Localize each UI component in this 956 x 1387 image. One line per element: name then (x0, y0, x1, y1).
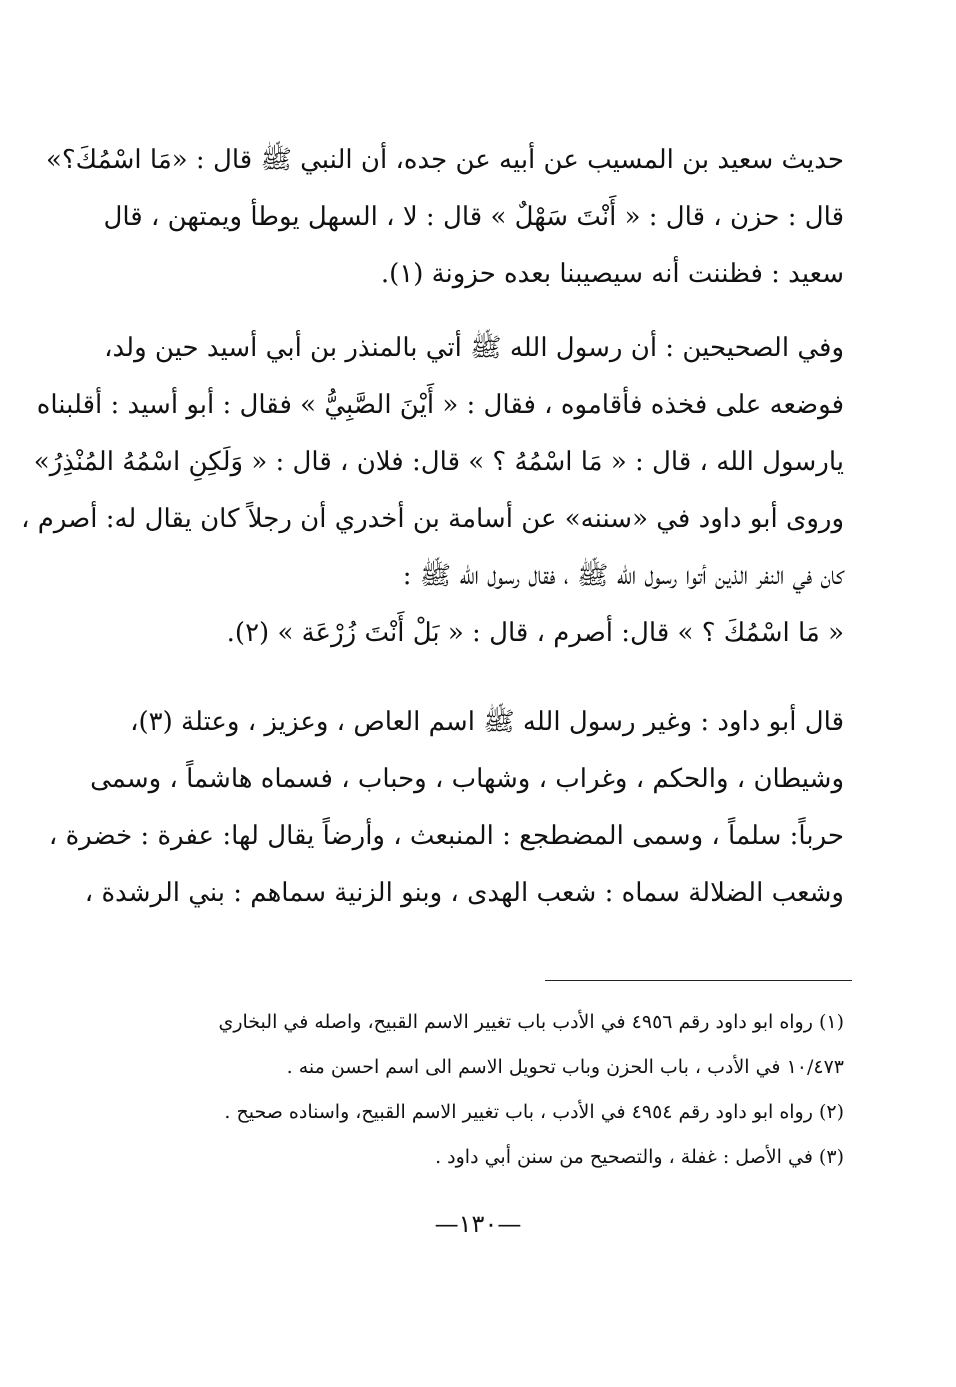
text-line: قال : حزن ، قال : « أَنْتَ سَهْلٌ » قال : لا ، السهل يوطأ ويمتهن ، قال (103, 202, 844, 232)
text-line: وفي الصحيحين : أن رسول الله ﷺ أتي بالمنذر بن أبي أسيد حين ولد، (104, 333, 844, 363)
text-line: فوضعه على فخذه فأقاموه ، فقال : « أَيْنَ الصَّبِيُّ » فقال : أبو أسيد : أقلبناه (36, 390, 844, 420)
paragraph-1 (45, 132, 844, 303)
text-line: « مَا اسْمُكَ ؟ » قال: أصرم ، قال : « بَلْ أَنْتَ زُرْعَة » (٢). (226, 618, 844, 648)
text-line: حديث سعيد بن المسيب عن أبيه عن جده، أن النبي ﷺ قال : «مَا اسْمُكَ؟» (45, 145, 844, 175)
text-line: وروى أبو داود في «سننه» عن أسامة بن أخدري أن رجلاً كان يقال له: أصرم ، (21, 504, 844, 534)
text-line: كان في النفر الذين أتوا رسول الله ﷺ ، فقال رسول الله ﷺ : (402, 561, 844, 591)
text-line: وشيطان ، والحكم ، وغراب ، وشهاب ، وحباب ، فسماه هاشماً ، وسمى (90, 764, 844, 794)
paragraph-2 (21, 320, 844, 662)
paragraph-3 (48, 694, 844, 922)
footnote-line: (٢) رواه ابو داود رقم ٤٩٥٤ في الأدب ، باب تغيير الاسم القبيح، واسناده صحيح . (224, 1101, 844, 1123)
text-line: سعيد : فظننت أنه سيصيبنا بعده حزونة (١). (380, 259, 844, 289)
footnote-divider (545, 980, 852, 981)
footnote-line: ١٠/٤٧٣ في الأدب ، باب الحزن وباب تحويل الاسم الى اسم احسن منه . (286, 1056, 844, 1078)
text-line: وشعب الضلالة سماه : شعب الهدى ، وبنو الزنية سماهم : بني الرشدة ، (84, 878, 844, 908)
text-line: قال أبو داود : وغير رسول الله ﷺ اسم العاص ، وعزيز ، وعتلة (٣)، (130, 707, 844, 737)
footnote-line: (١) رواه ابو داود رقم ٤٩٥٦ في الأدب باب تغيير الاسم القبيح، واصله في البخاري (218, 1011, 844, 1033)
text-line: يارسول الله ، قال : « مَا اسْمُهُ ؟ » قال: فلان ، قال : « وَلَكِنِ اسْمُهُ المُنْذِرُ» (33, 447, 844, 477)
footnotes (109, 1000, 844, 1180)
text-line: حرباً: سلماً ، وسمى المضطجع : المنبعث ، وأرضاً يقال لها: عفرة : خضرة ، (48, 821, 844, 851)
footnote-line: (٣) في الأصل : غفلة ، والتصحيح من سنن أبي داود . (435, 1146, 844, 1168)
page-number: —١٣٠— (434, 1210, 522, 1238)
